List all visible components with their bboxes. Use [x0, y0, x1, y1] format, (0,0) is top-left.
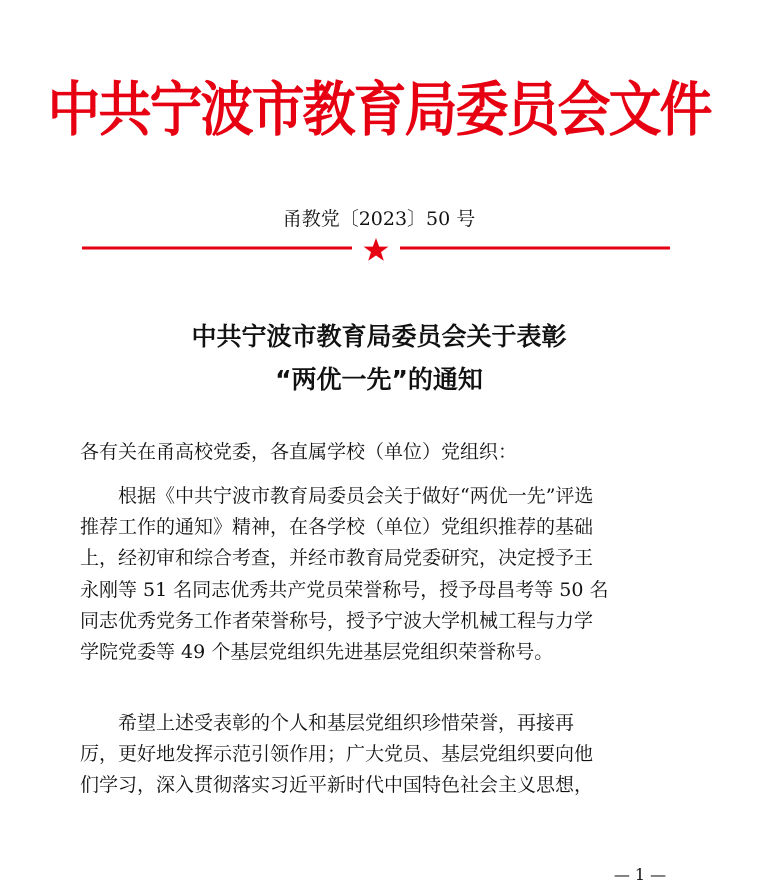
paragraph-line: 希望上述受表彰的个人和基层党组织珍惜荣誉，再接再	[80, 712, 575, 734]
paragraph-line: 推荐工作的通知》精神，在各学校（单位）党组织推荐的基础	[80, 516, 594, 539]
addressee-line: 各有关在甬高校党委，各直属学校（单位）党组织：	[80, 441, 518, 463]
paragraph-line: 根据《中共宁波市教育局委员会关于做好“两优一先”评选	[80, 485, 594, 507]
paragraph-line: 上，经初审和综合考查，并经市教育局党委研究，决定授予王	[80, 547, 594, 570]
paragraph-line: 同志优秀党务工作者荣誉称号，授予宁波大学机械工程与力学	[80, 609, 594, 632]
notice-title-line-2: “两优一先”的通知	[275, 365, 483, 394]
red-divider	[82, 238, 670, 264]
addressee	[80, 437, 666, 468]
paragraph-1	[80, 481, 666, 668]
divider-graphic	[82, 238, 670, 264]
star-icon	[364, 238, 389, 261]
paragraph-line: 厉，更好地发挥示范引领作用；广大党员、基层党组织要向他	[80, 743, 594, 766]
page-number: — 1 —	[613, 865, 667, 884]
masthead-title: 中共宁波市教育局委员会文件	[47, 76, 711, 145]
paragraph-line: 永刚等 51 名同志优秀共产党员荣誉称号，授予母昌考等 50 名	[80, 578, 609, 601]
paragraph-line: 学院党委等 49 个基层党组织先进基层党组织荣誉称号。	[80, 641, 554, 664]
paragraph-line: 们学习，深入贯彻落实习近平新时代中国特色社会主义思想，	[80, 774, 594, 797]
paragraph-2	[80, 708, 666, 802]
document-number: 甬教党〔2023〕50 号	[282, 208, 476, 230]
notice-title-line-1: 中共宁波市教育局委员会关于表彰	[191, 322, 567, 351]
